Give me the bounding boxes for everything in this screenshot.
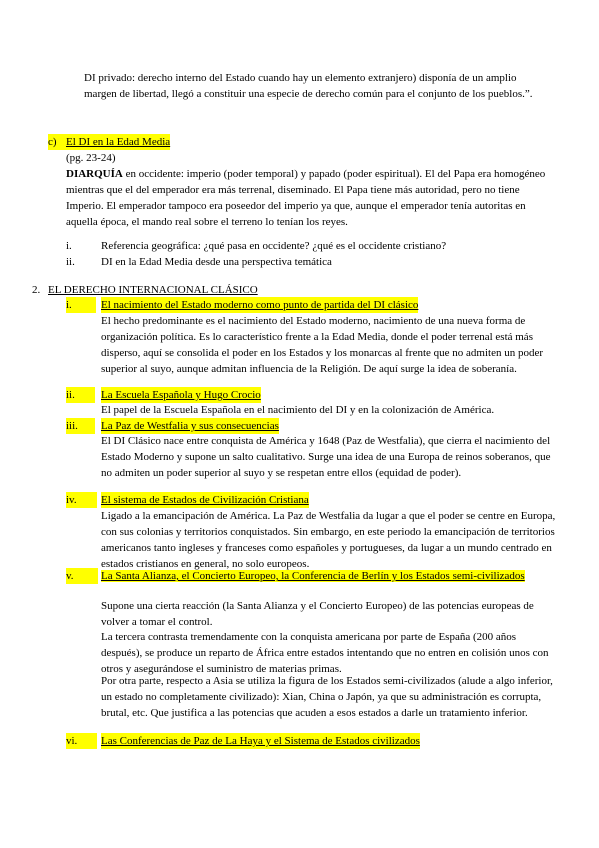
section-2-heading: EL DERECHO INTERNACIONAL CLÁSICO (48, 284, 258, 296)
subsection-title: Las Conferencias de Paz de La Haya y el Sistema de Estados civilizados (101, 735, 420, 747)
subsection-marker: v. (66, 568, 98, 584)
subsection-body: Ligado a la emancipación de América. La Paz de Westfalia da lugar a que el poder se centre en Europa, con sus colonias y territorios conquistados. Sin embargo, en este periodo la emancipación de territorios americanos tanto ingleses y franceses como españoles y portugueses, da lugar a un mundo centrado en estados cristianos en general, no solo europeos. (101, 510, 556, 570)
list-item: Referencia geográfica: ¿qué pasa en occidente? ¿qué es el occidente cristiano? (101, 240, 447, 252)
section-c-body (66, 166, 546, 230)
subsection-title: La Paz de Westfalia y sus consecuencias (101, 420, 279, 432)
subsection-body: El papel de la Escuela Española en el nacimiento del DI y en la colonización de América. (101, 404, 495, 416)
subsection-marker: iv. (66, 492, 97, 508)
list-item: DI en la Edad Media desde una perspectiva temática (101, 256, 332, 268)
subsection-body: El DI Clásico nace entre conquista de América y 1648 (Paz de Westfalia), que cierra el nacimiento del Estado Moderno y supone un salto cualitativo. Surge una idea de una Europa de reinos soberanos, que no admiten un poder superior al suyo y se respetan entre ellos (equidad de poder). (101, 435, 551, 479)
subsection-paragraph: Supone una cierta reacción (la Santa Alianza y el Concierto Europeo) de las potencias europeas de volver a tomar el control. (101, 600, 534, 628)
subsection-paragraph: La tercera contrasta tremendamente con la conquista americana por parte de España (200 años después), se produce un reparto de África entre estados intentando que no entren en colisión unos con otros y asegurándose el suministro de materias primas. (101, 631, 549, 675)
list-marker: i. (66, 240, 72, 252)
intro-paragraph: DI privado: derecho interno del Estado cuando hay un elemento extranjero) disponía de un amplio margen de libertad, llegó a constituir una especie de derecho común para el conjunto de los pueblos.”. (84, 72, 533, 100)
section-c-pages: (pg. 23-24) (66, 152, 116, 164)
diarquia-text: en occidente: imperio (poder temporal) y papado (poder espiritual). El del Papa era homogéneo mientras que el del emperador era más terrenal, diseminado. El Papa tiene más autoridad, pero no tiene Imperio. El emperador tampoco era poseedor del imperio ya que, aunque el emperador tenía autoritas en aquella época, el mando real sobre el terreno lo tenían los reyes. (66, 168, 546, 228)
subsection-title: El sistema de Estados de Civilización Cristiana (101, 494, 309, 506)
section-2-marker: 2. (32, 284, 41, 296)
subsection-body: El hecho predominante es el nacimiento del Estado moderno, nacimiento de una nueva forma de organización política. Es lo característico frente a la Edad Media, donde el poder terrenal está más disperso, aquí se consolida el poder en los Estados y los monarcas al frente que no admiten un poder superior al suyo, aunque admitan influencia de la Religión. De aquí surge la idea de soberanía. (101, 315, 544, 375)
subsection-marker: vi. (66, 733, 97, 749)
subsection-title (101, 568, 546, 584)
subsection-title: El nacimiento del Estado moderno como punto de partida del DI clásico (101, 299, 419, 311)
subsection-marker: ii. (66, 387, 95, 403)
subsection-title: La Escuela Española y Hugo Crocio (101, 389, 261, 401)
list-marker: ii. (66, 256, 75, 268)
subsection-marker: i. (66, 297, 96, 313)
diarquia-term: DIARQUÍA (66, 168, 123, 180)
section-c-heading: El DI en la Edad Media (66, 136, 171, 148)
subsection-title-text: La Santa Alianza, el Concierto Europeo, la Conferencia de Berlín y los Estados semi-civilizados (101, 570, 525, 582)
subsection-marker: iii. (66, 418, 95, 434)
section-c-marker: c) (48, 134, 67, 150)
subsection-paragraph: Por otra parte, respecto a Asia se utiliza la figura de los Estados semi-civilizados (alude a algo inferior, un estado no completamente civilizado): Xian, China o Japón, ya que su administración es corrupta, brutal, etc. Que justifica a las potencias que acuden a esos estados a darle un tratamiento inferior. (101, 675, 553, 719)
